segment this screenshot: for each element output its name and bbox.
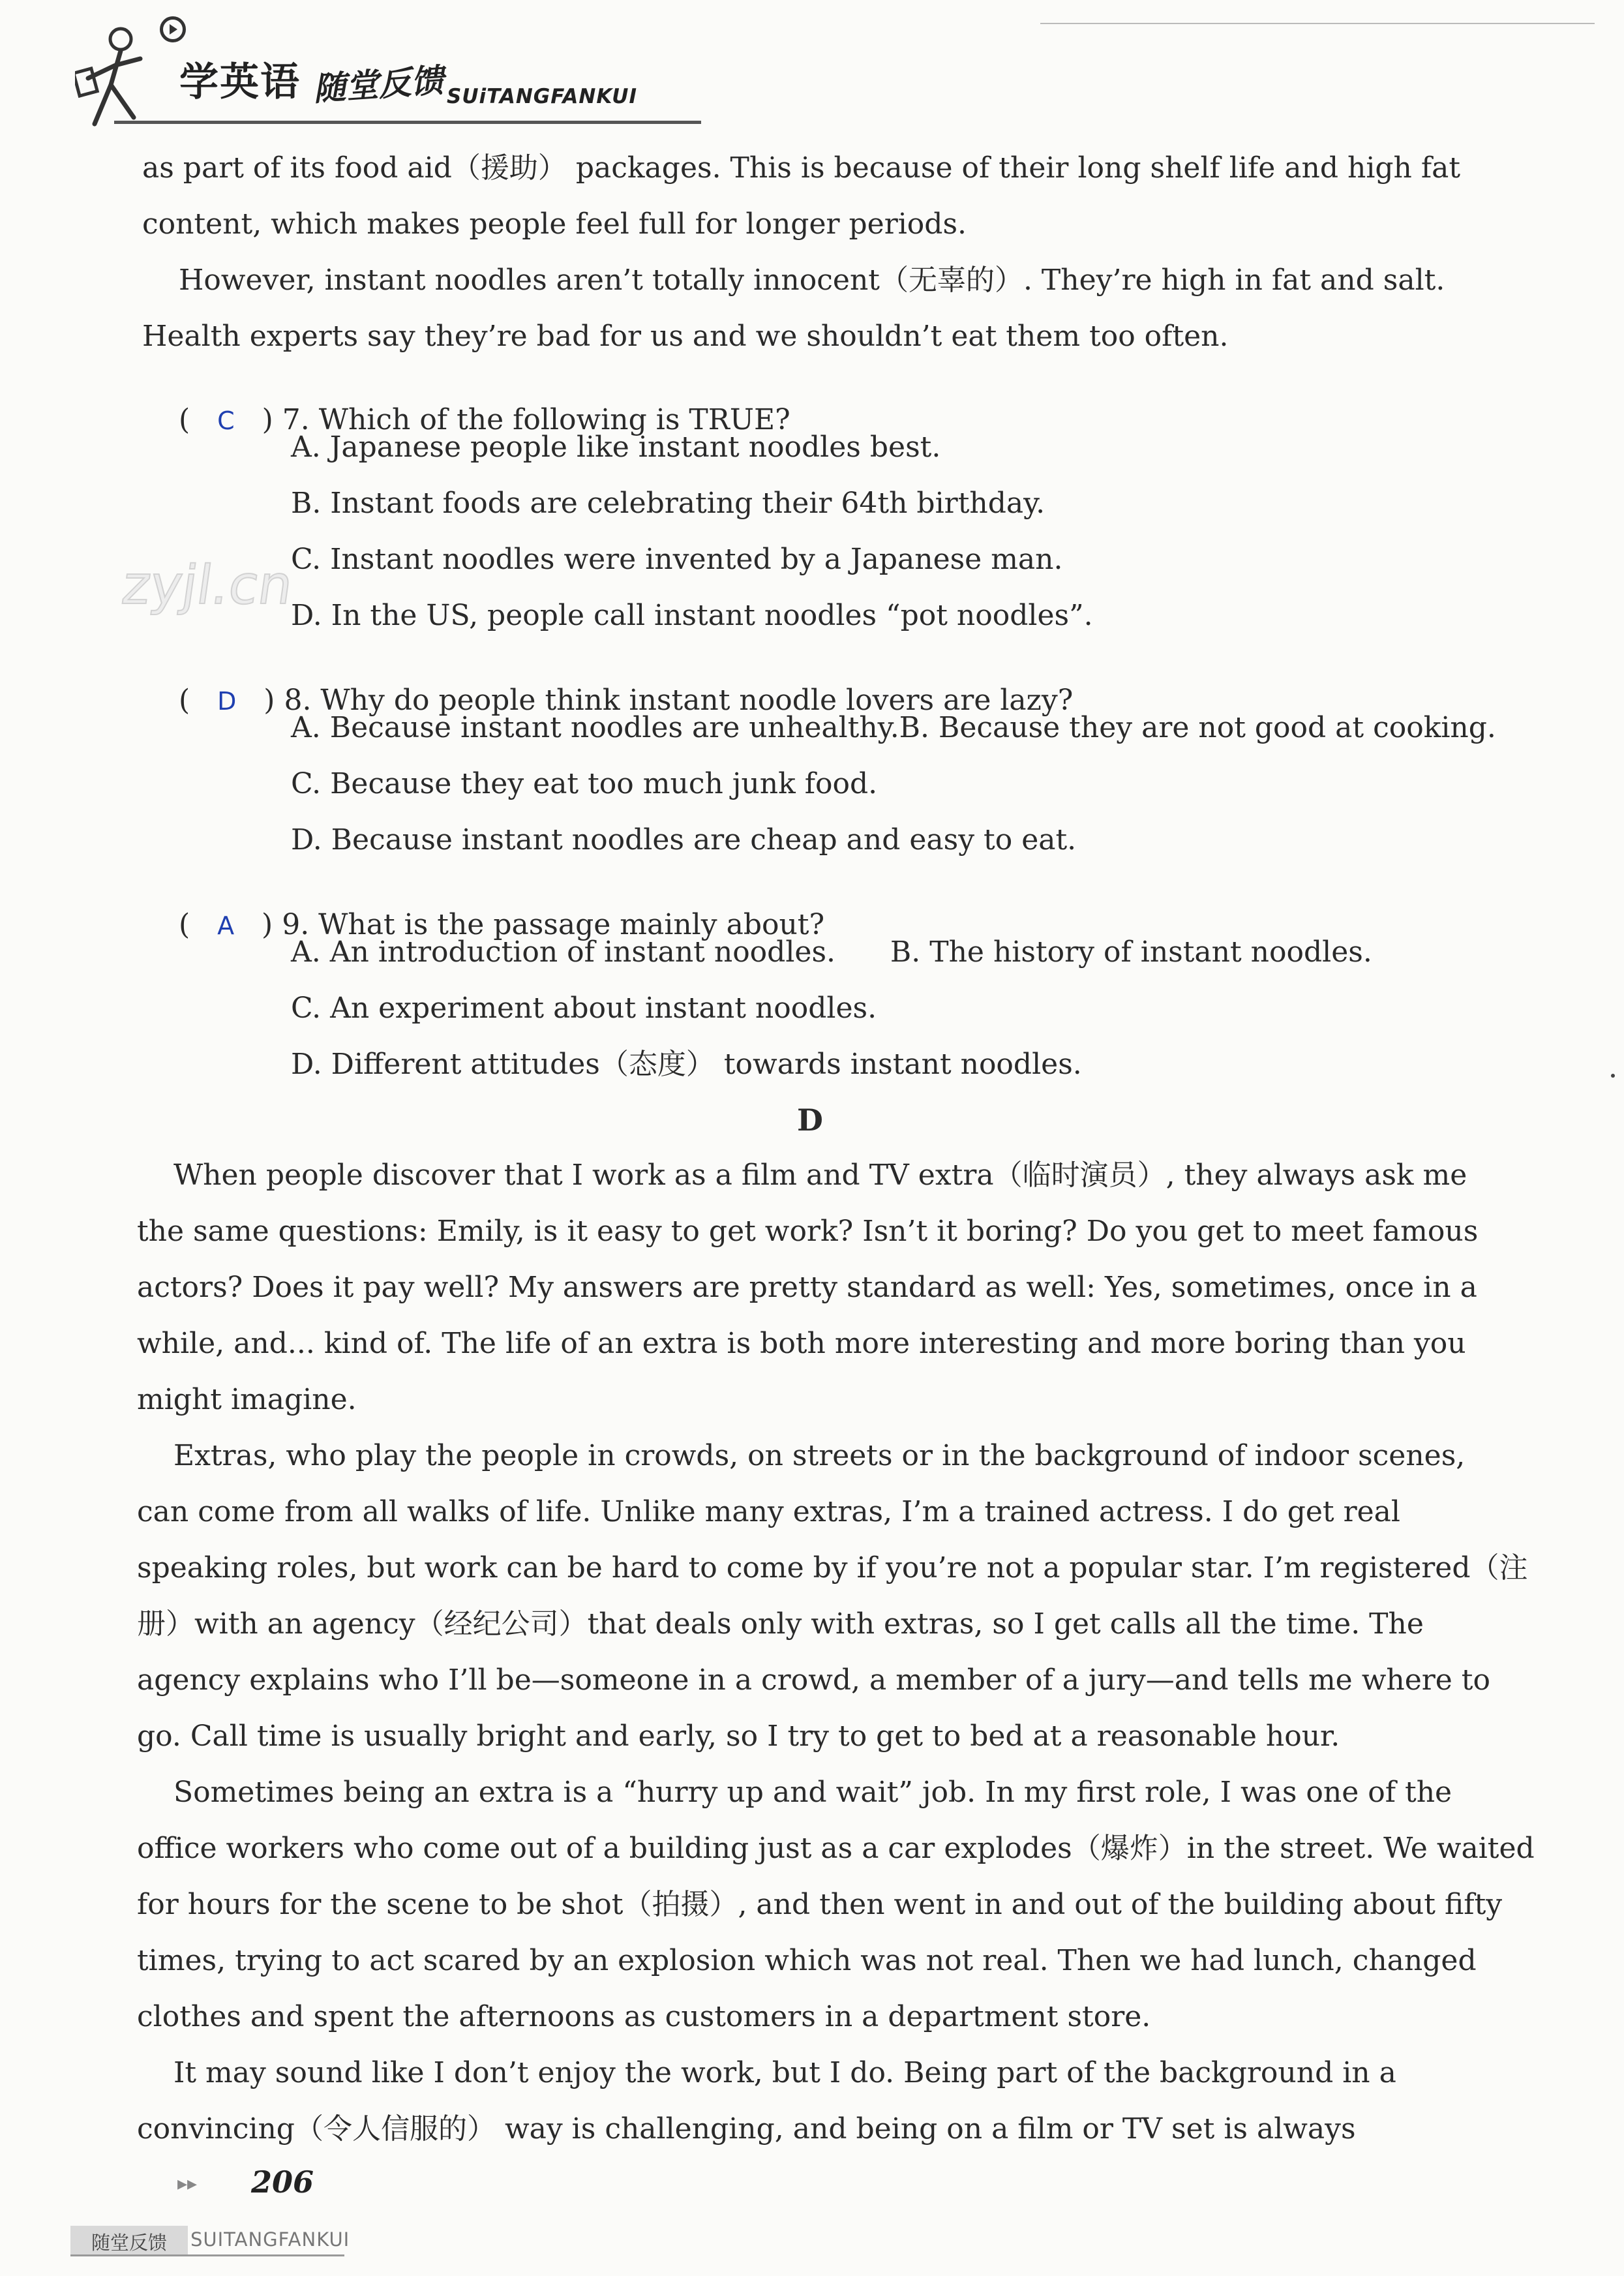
question-stem: 7. Which of the following is TRUE? <box>282 403 790 436</box>
passage-line: might imagine. <box>137 1383 357 1416</box>
section-title: D <box>797 1102 823 1138</box>
answer-8: D <box>217 687 237 716</box>
page-header <box>62 13 1595 130</box>
option: A. Japanese people like instant noodles best. <box>291 431 941 464</box>
passage-line: can come from all walks of life. Unlike many extras, I’m a trained actress. I do get real <box>137 1495 1400 1528</box>
passage-line: the same questions: Emily, is it easy to get work? Isn’t it boring? Do you get to meet famous <box>137 1215 1479 1248</box>
option: A. Because instant noodles are unhealthy.B. Because they are not good at cooking. <box>291 711 1496 744</box>
passage-line: convincing（令人信服的） way is challenging, and being on a film or TV set is always <box>137 2112 1356 2146</box>
passage-line: while, and... kind of. The life of an extra is both more interesting and more boring than you <box>137 1327 1466 1360</box>
footer-tag <box>70 2226 188 2254</box>
answer-9: A <box>217 911 235 940</box>
option: C. Instant noodles were invented by a Japanese man. <box>291 543 1063 576</box>
question-7: ( C ) 7. Which of the following is TRUE? <box>178 403 790 436</box>
passage-line: Sometimes being an extra is a “hurry up and wait” job. In my first role, I was one of the <box>137 1776 1452 1809</box>
passage-line: go. Call time is usually bright and early, so I try to get to bed at a reasonable hour. <box>137 1720 1340 1753</box>
passage-line: However, instant noodles aren’t totally innocent（无辜的）. They’re high in fat and salt. <box>142 264 1445 297</box>
passage-line: times, trying to act scared by an explosion which was not real. Then we had lunch, changed <box>137 1944 1477 1977</box>
passage-line: Health experts say they’re bad for us and we shouldn’t eat them too often. <box>142 320 1229 353</box>
option: C. Because they eat too much junk food. <box>291 767 878 800</box>
scan-mark <box>1611 1074 1615 1078</box>
option: B. Instant foods are celebrating their 64th birthday. <box>291 487 1045 520</box>
watermark: zyjl.cn <box>118 554 297 616</box>
page-arrow-icon: ▸▸ <box>177 2172 198 2195</box>
brand-main: 学英语 <box>179 59 301 105</box>
passage-line: speaking roles, but work can be hard to come by if you’re not a popular star. I’m registered（注 <box>137 1551 1528 1585</box>
brand-sub: 随堂反馈 <box>312 61 445 108</box>
header-top-rule <box>1040 23 1595 24</box>
footer-tag-label: 随堂反馈 <box>91 2232 167 2254</box>
brand-latin: SUiTANGFANKUI <box>447 85 637 108</box>
passage-line: clothes and spent the afternoons as customers in a department store. <box>137 2000 1151 2033</box>
option: D. Because instant noodles are cheap and easy to eat. <box>291 823 1077 857</box>
question-stem: 8. Why do people think instant noodle lovers are lazy? <box>284 684 1074 717</box>
header-rule <box>114 121 701 124</box>
question-8: ( D ) 8. Why do people think instant noodle lovers are lazy? <box>178 684 1074 717</box>
play-icon <box>160 16 186 42</box>
answer-7: C <box>217 406 235 435</box>
passage-line: for hours for the scene to be shot（拍摄）, and then went in and out of the building about fifty <box>137 1888 1503 1921</box>
passage-line: actors? Does it pay well? My answers are pretty standard as well: Yes, sometimes, once in a <box>137 1271 1477 1304</box>
option: A. An introduction of instant noodles. B. The history of instant noodles. <box>291 935 1372 969</box>
passage-line: 册）with an agency（经纪公司）that deals only with extras, so I get calls all the time. The <box>137 1607 1424 1641</box>
passage-line: Extras, who play the people in crowds, on streets or in the background of indoor scenes, <box>137 1439 1466 1472</box>
option: D. Different attitudes（态度） towards instant noodles. <box>291 1048 1082 1081</box>
passage-line: It may sound like I don’t enjoy the work, but I do. Being part of the background in a <box>137 2056 1396 2089</box>
option: D. In the US, people call instant noodles “pot noodles”. <box>291 599 1093 632</box>
passage-line: agency explains who I’ll be—someone in a crowd, a member of a jury—and tells me where to <box>137 1663 1490 1697</box>
passage-line: office workers who come out of a building just as a car explodes（爆炸）in the street. We waited <box>137 1832 1535 1865</box>
passage-line: as part of its food aid（援助） packages. This is because of their long shelf life and high fat <box>142 151 1461 185</box>
footer-latin: SUITANGFANKUI <box>190 2228 350 2251</box>
footer-rule <box>70 2254 344 2256</box>
passage-line: When people discover that I work as a film and TV extra（临时演员）, they always ask me <box>137 1159 1467 1192</box>
question-9: ( A ) 9. What is the passage mainly about? <box>178 908 825 941</box>
option: C. An experiment about instant noodles. <box>291 992 877 1025</box>
question-stem: 9. What is the passage mainly about? <box>282 908 825 941</box>
passage-line: content, which makes people feel full for longer periods. <box>142 207 967 241</box>
page-number: 206 <box>251 2164 314 2200</box>
